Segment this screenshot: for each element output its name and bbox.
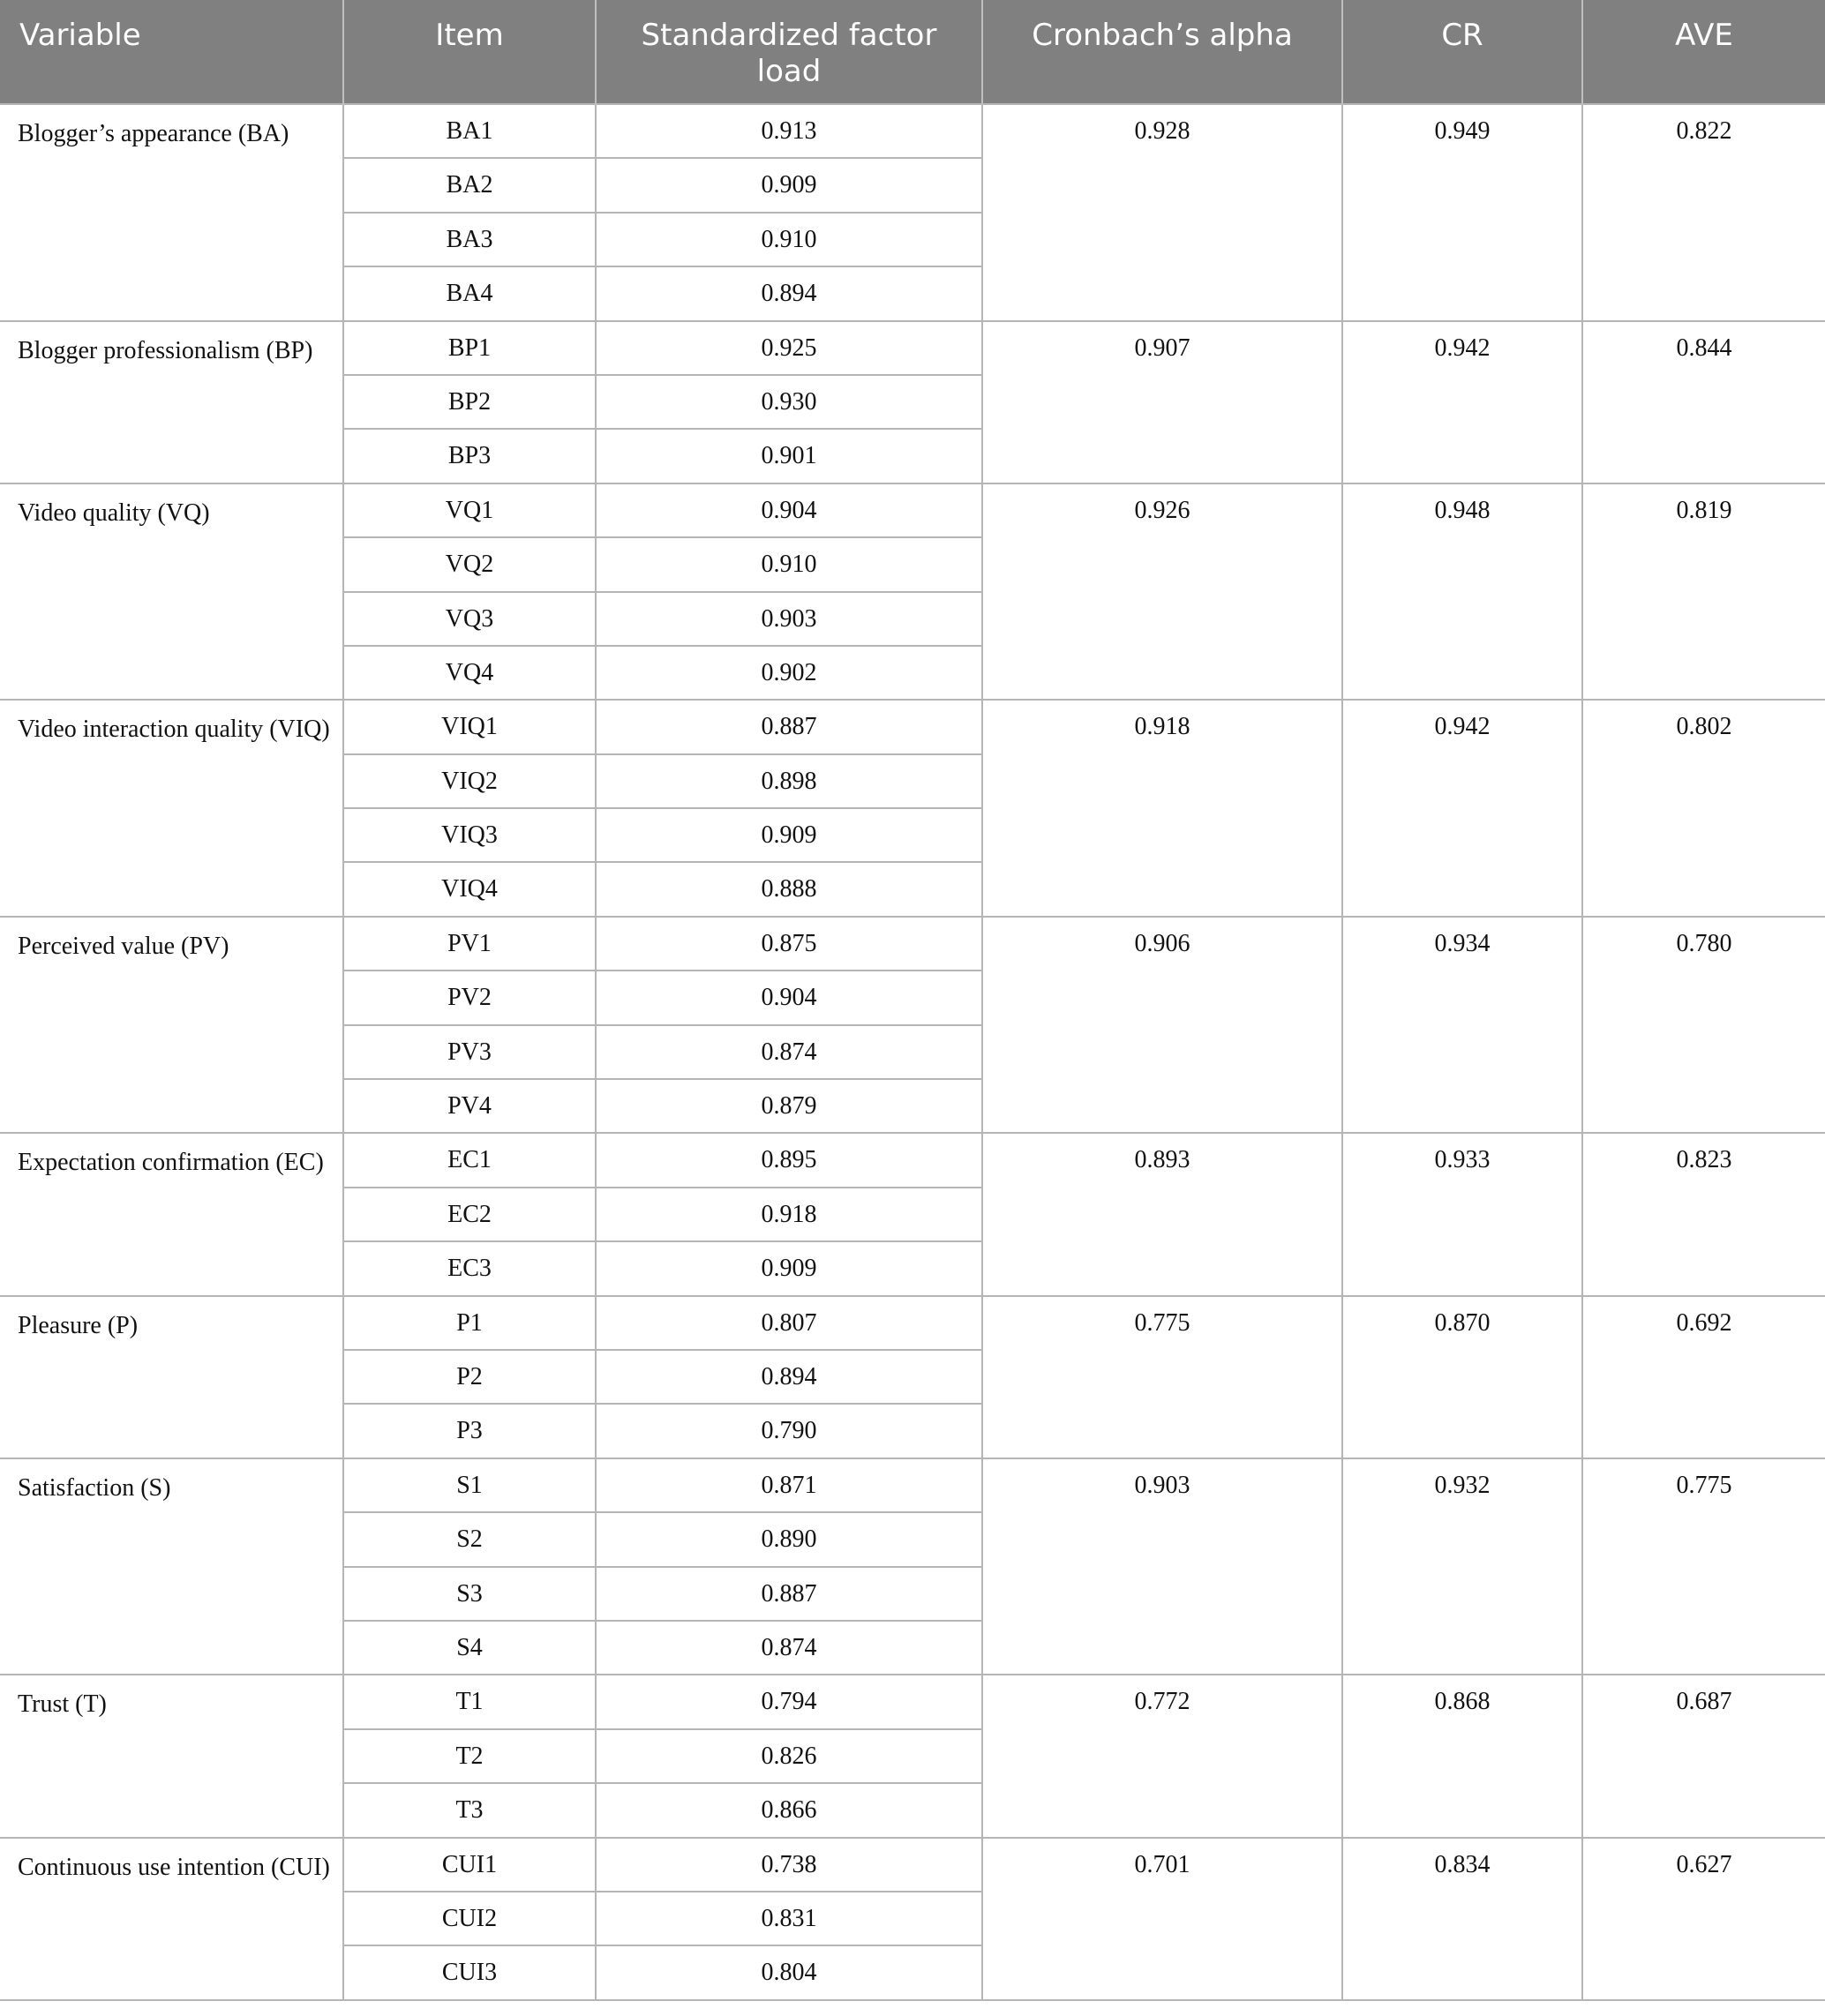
item-cell: P1 bbox=[343, 1296, 596, 1350]
cronbach-alpha-cell: 0.928 bbox=[982, 104, 1342, 321]
variable-cell bbox=[0, 700, 343, 917]
ave-cell: 0.823 bbox=[1582, 1133, 1825, 1295]
factor-load-cell: 0.790 bbox=[596, 1404, 982, 1458]
factor-load-cell: 0.904 bbox=[596, 483, 982, 537]
cronbach-alpha-cell: 0.918 bbox=[982, 700, 1342, 917]
table-row bbox=[0, 321, 1825, 375]
factor-load-cell: 0.888 bbox=[596, 862, 982, 916]
factor-load-cell: 0.930 bbox=[596, 375, 982, 429]
factor-load-cell: 0.909 bbox=[596, 1241, 982, 1295]
item-cell: VIQ2 bbox=[343, 754, 596, 808]
item-cell: VQ1 bbox=[343, 483, 596, 537]
ave-cell: 0.822 bbox=[1582, 104, 1825, 321]
table-row bbox=[0, 1133, 1825, 1187]
table-row bbox=[0, 483, 1825, 537]
item-cell: VQ2 bbox=[343, 537, 596, 591]
header-item: Item bbox=[343, 0, 596, 104]
factor-load-cell: 0.887 bbox=[596, 1567, 982, 1621]
factor-load-cell: 0.879 bbox=[596, 1079, 982, 1133]
table-row bbox=[0, 1838, 1825, 1892]
variable-cell bbox=[0, 1296, 343, 1458]
variable-cell bbox=[0, 1133, 343, 1295]
factor-load-cell: 0.902 bbox=[596, 646, 982, 700]
cronbach-alpha-cell: 0.772 bbox=[982, 1675, 1342, 1837]
item-cell: PV4 bbox=[343, 1079, 596, 1133]
cr-cell: 0.933 bbox=[1342, 1133, 1582, 1295]
factor-load-cell: 0.909 bbox=[596, 808, 982, 862]
item-cell: PV1 bbox=[343, 917, 596, 971]
header-row bbox=[0, 0, 1825, 104]
item-cell: CUI2 bbox=[343, 1892, 596, 1945]
cr-cell: 0.932 bbox=[1342, 1458, 1582, 1675]
item-cell: BP1 bbox=[343, 321, 596, 375]
factor-load-cell: 0.913 bbox=[596, 104, 982, 158]
item-cell: EC1 bbox=[343, 1133, 596, 1187]
item-cell: VIQ4 bbox=[343, 862, 596, 916]
variable-label: Continuous use intention (CUI) bbox=[18, 1853, 330, 1881]
table-row bbox=[0, 700, 1825, 753]
item-cell: PV2 bbox=[343, 971, 596, 1024]
item-cell: VIQ1 bbox=[343, 700, 596, 753]
cr-cell: 0.834 bbox=[1342, 1838, 1582, 2000]
variable-cell bbox=[0, 1675, 343, 1837]
cr-cell: 0.934 bbox=[1342, 917, 1582, 1134]
header-cronbach-alpha: Cronbach’s alpha bbox=[982, 0, 1342, 104]
item-cell: S2 bbox=[343, 1512, 596, 1566]
item-cell: T2 bbox=[343, 1729, 596, 1783]
variable-label: Blogger’s appearance (BA) bbox=[18, 120, 289, 147]
factor-load-cell: 0.910 bbox=[596, 537, 982, 591]
cr-cell: 0.870 bbox=[1342, 1296, 1582, 1458]
item-cell: EC3 bbox=[343, 1241, 596, 1295]
item-cell: BP2 bbox=[343, 375, 596, 429]
cronbach-alpha-cell: 0.903 bbox=[982, 1458, 1342, 1675]
item-cell: CUI1 bbox=[343, 1838, 596, 1892]
factor-load-cell: 0.901 bbox=[596, 429, 982, 483]
item-cell: BA4 bbox=[343, 266, 596, 320]
cr-cell: 0.868 bbox=[1342, 1675, 1582, 1837]
table-body bbox=[0, 104, 1825, 2000]
factor-load-cell: 0.831 bbox=[596, 1892, 982, 1945]
factor-load-cell: 0.887 bbox=[596, 700, 982, 753]
variable-label: Perceived value (PV) bbox=[18, 932, 229, 960]
ave-cell: 0.687 bbox=[1582, 1675, 1825, 1837]
item-cell: T3 bbox=[343, 1783, 596, 1837]
factor-load-cell: 0.871 bbox=[596, 1458, 982, 1512]
ave-cell: 0.802 bbox=[1582, 700, 1825, 917]
item-cell: S1 bbox=[343, 1458, 596, 1512]
cronbach-alpha-cell: 0.893 bbox=[982, 1133, 1342, 1295]
factor-load-cell: 0.874 bbox=[596, 1621, 982, 1675]
header-ave: AVE bbox=[1582, 0, 1825, 104]
item-cell: VQ4 bbox=[343, 646, 596, 700]
item-cell: CUI3 bbox=[343, 1945, 596, 1999]
cr-cell: 0.942 bbox=[1342, 700, 1582, 917]
ave-cell: 0.844 bbox=[1582, 321, 1825, 483]
item-cell: S4 bbox=[343, 1621, 596, 1675]
table-row bbox=[0, 1296, 1825, 1350]
factor-load-cell: 0.903 bbox=[596, 592, 982, 646]
header-factor-load: Standardized factor load bbox=[596, 0, 982, 104]
cronbach-alpha-cell: 0.906 bbox=[982, 917, 1342, 1134]
table-row bbox=[0, 1458, 1825, 1512]
factor-load-cell: 0.807 bbox=[596, 1296, 982, 1350]
cr-cell: 0.949 bbox=[1342, 104, 1582, 321]
cronbach-alpha-cell: 0.775 bbox=[982, 1296, 1342, 1458]
table-row bbox=[0, 104, 1825, 158]
item-cell: BA3 bbox=[343, 213, 596, 266]
variable-label: Video quality (VQ) bbox=[18, 498, 210, 527]
cr-cell: 0.942 bbox=[1342, 321, 1582, 483]
table-row bbox=[0, 917, 1825, 971]
cronbach-alpha-cell: 0.907 bbox=[982, 321, 1342, 483]
variable-label: Satisfaction (S) bbox=[18, 1473, 171, 1502]
factor-load-cell: 0.794 bbox=[596, 1675, 982, 1728]
factor-load-cell: 0.918 bbox=[596, 1188, 982, 1241]
variable-cell bbox=[0, 1838, 343, 2000]
item-cell: BP3 bbox=[343, 429, 596, 483]
variable-label: Expectation confirmation (EC) bbox=[18, 1149, 324, 1177]
item-cell: BA1 bbox=[343, 104, 596, 158]
factor-load-cell: 0.866 bbox=[596, 1783, 982, 1837]
table-row bbox=[0, 1675, 1825, 1728]
ave-cell: 0.780 bbox=[1582, 917, 1825, 1134]
factor-load-cell: 0.895 bbox=[596, 1133, 982, 1187]
factor-load-cell: 0.804 bbox=[596, 1945, 982, 1999]
item-cell: VQ3 bbox=[343, 592, 596, 646]
factor-load-cell: 0.890 bbox=[596, 1512, 982, 1566]
item-cell: P3 bbox=[343, 1404, 596, 1458]
factor-load-cell: 0.898 bbox=[596, 754, 982, 808]
item-cell: BA2 bbox=[343, 158, 596, 212]
factor-load-cell: 0.904 bbox=[596, 971, 982, 1024]
variable-cell bbox=[0, 104, 343, 321]
variable-label: Blogger professionalism (BP) bbox=[18, 336, 313, 364]
item-cell: T1 bbox=[343, 1675, 596, 1728]
cronbach-alpha-cell: 0.701 bbox=[982, 1838, 1342, 2000]
factor-load-cell: 0.738 bbox=[596, 1838, 982, 1892]
header-cr: CR bbox=[1342, 0, 1582, 104]
variable-cell bbox=[0, 483, 343, 701]
ave-cell: 0.692 bbox=[1582, 1296, 1825, 1458]
cronbach-alpha-cell: 0.926 bbox=[982, 483, 1342, 701]
variable-label: Trust (T) bbox=[18, 1690, 107, 1719]
factor-load-cell: 0.894 bbox=[596, 266, 982, 320]
ave-cell: 0.819 bbox=[1582, 483, 1825, 701]
factor-load-cell: 0.910 bbox=[596, 213, 982, 266]
header-variable: Variable bbox=[0, 0, 343, 104]
item-cell: PV3 bbox=[343, 1025, 596, 1079]
variable-cell bbox=[0, 321, 343, 483]
item-cell: EC2 bbox=[343, 1188, 596, 1241]
factor-load-cell: 0.826 bbox=[596, 1729, 982, 1783]
factor-load-cell: 0.894 bbox=[596, 1350, 982, 1404]
item-cell: VIQ3 bbox=[343, 808, 596, 862]
factor-load-cell: 0.874 bbox=[596, 1025, 982, 1079]
factor-load-cell: 0.875 bbox=[596, 917, 982, 971]
item-cell: P2 bbox=[343, 1350, 596, 1404]
variable-label: Pleasure (P) bbox=[18, 1311, 139, 1339]
ave-cell: 0.627 bbox=[1582, 1838, 1825, 2000]
variable-label: Video interaction quality (VIQ) bbox=[18, 716, 330, 744]
ave-cell: 0.775 bbox=[1582, 1458, 1825, 1675]
cr-cell: 0.948 bbox=[1342, 483, 1582, 701]
variable-cell bbox=[0, 1458, 343, 1675]
item-cell: S3 bbox=[343, 1567, 596, 1621]
variable-cell bbox=[0, 917, 343, 1134]
factor-load-cell: 0.925 bbox=[596, 321, 982, 375]
factor-load-cell: 0.909 bbox=[596, 158, 982, 212]
